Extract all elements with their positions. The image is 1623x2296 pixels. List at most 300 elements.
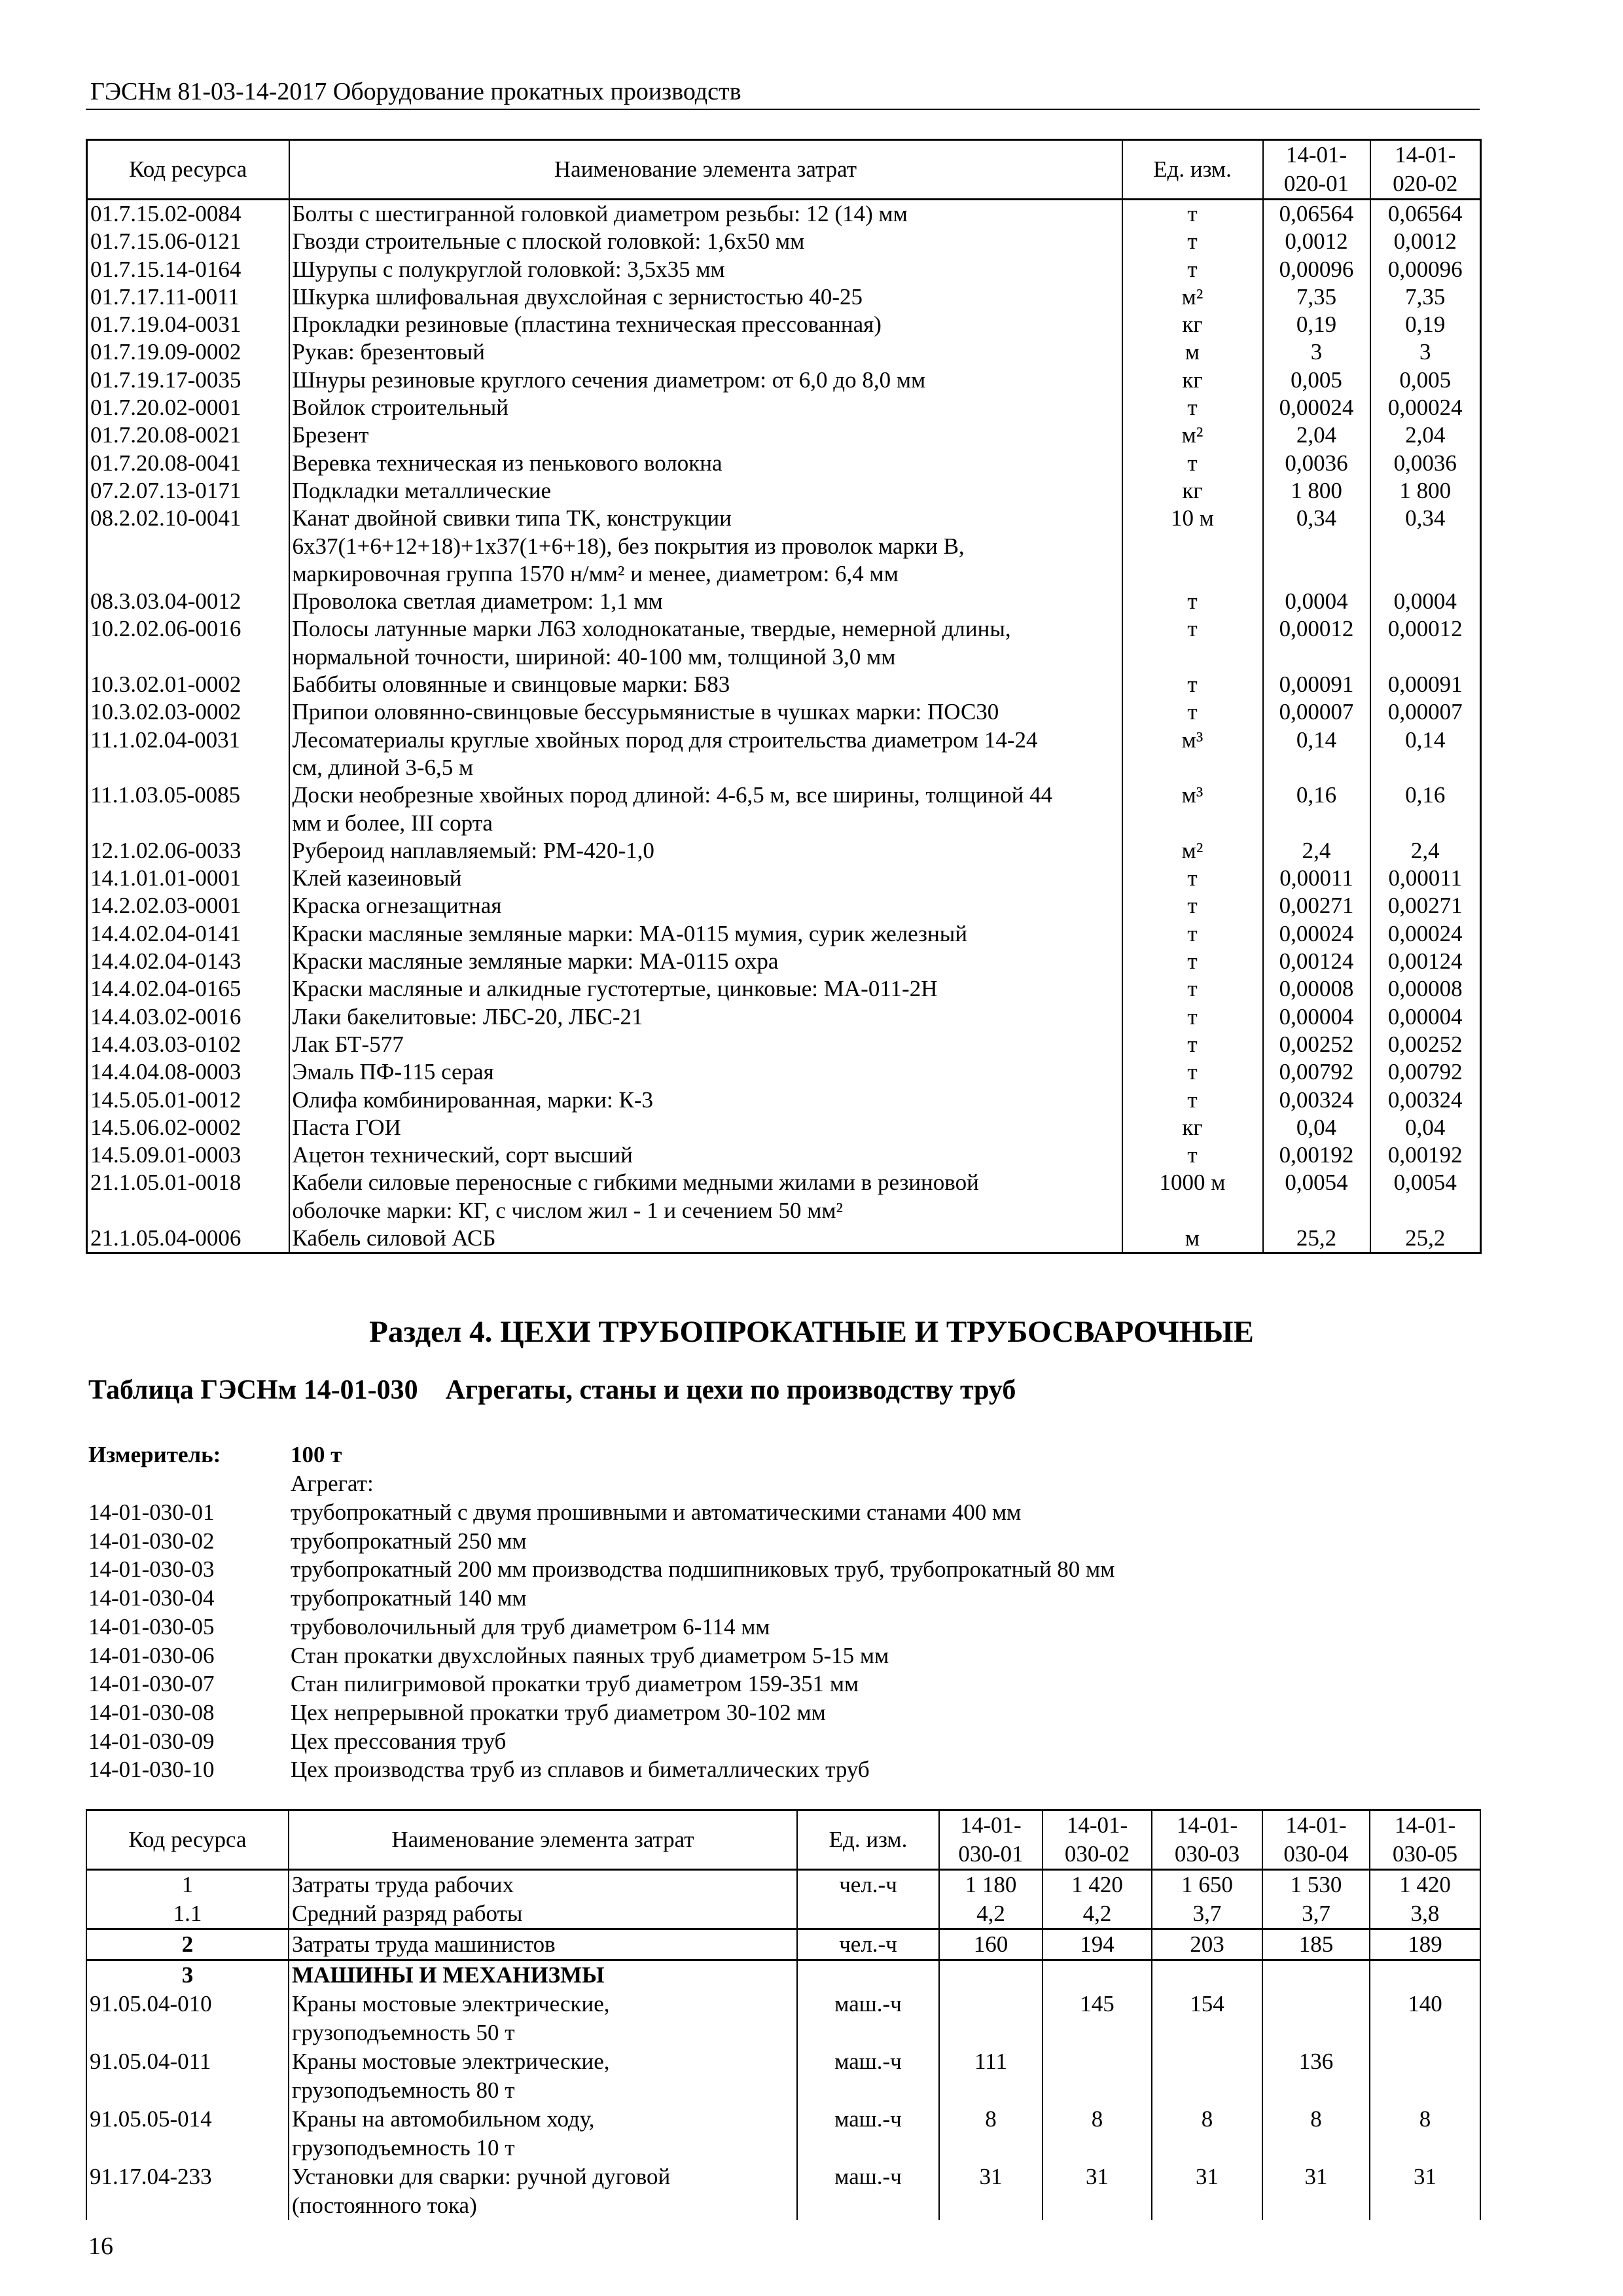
resource-code: 1.1 xyxy=(86,1899,289,1929)
cost-element-name: Рубероид наплавляемый: РМ-420-1,0 xyxy=(289,837,1122,865)
resource-code: 14.4.02.04-0165 xyxy=(87,975,289,1003)
cost-element-name: Рукав: брезентовый xyxy=(289,338,1122,366)
meter-item-description: Стан пилигримовой прокатки труб диаметром 159-351 мм xyxy=(291,1671,859,1697)
unit: т xyxy=(1122,256,1263,283)
cost-element-name: Лак БТ-577 xyxy=(289,1031,1122,1058)
table-row xyxy=(87,477,1481,505)
cost-element-name: Припои оловянно-свинцовые бессурьмянистые в чушках марки: ПОС30 xyxy=(289,698,1122,726)
cost-element-name: Затраты труда машинистов xyxy=(289,1929,797,1960)
cost-element-name: Шнуры резиновые круглого сечения диаметром: от 6,0 до 8,0 мм xyxy=(289,367,1122,394)
cost-element-name: Подкладки металлические xyxy=(289,477,1122,505)
col-header-3: 14-01- 030-01 xyxy=(939,1810,1043,1870)
value-020-02: 0,00271 xyxy=(1370,892,1481,920)
resource-code: 2 xyxy=(86,1929,289,1960)
cost-element-name: Полосы латунные марки Л63 холоднокатаные, твердые, немерной длины, нормальной точности, шириной: 40-100 мм, толщиной 3,0 мм xyxy=(289,615,1122,671)
meter-value: 100 т xyxy=(291,1442,342,1467)
table-row xyxy=(87,588,1481,615)
unit xyxy=(797,1960,939,1990)
unit: т xyxy=(1122,588,1263,615)
table-row xyxy=(87,367,1481,394)
cost-element-name: Болты с шестигранной головкой диаметром резьбы: 12 (14) мм xyxy=(289,200,1122,228)
value-020-02: 0,005 xyxy=(1370,367,1481,394)
value-020-01: 0,00004 xyxy=(1263,1003,1370,1031)
value-020-01: 0,00252 xyxy=(1263,1031,1370,1058)
meter-item xyxy=(88,1670,859,1698)
resource-code: 14.4.02.04-0143 xyxy=(87,948,289,975)
meter-item-description: трубопрокатный с двумя прошивными и автоматическими станами 400 мм xyxy=(291,1499,1022,1525)
value-030-05: 3,8 xyxy=(1370,1899,1480,1929)
col-header-1: Наименование элемента затрат xyxy=(289,1810,797,1870)
meter-item xyxy=(88,1527,527,1556)
table-row xyxy=(87,1086,1481,1114)
unit: т xyxy=(1122,892,1263,920)
cost-element-name: Краны мостовые электрические, грузоподъемность 50 т xyxy=(289,1990,797,2047)
value-020-01: 0,00012 xyxy=(1263,615,1370,671)
value-020-02: 0,00024 xyxy=(1370,920,1481,948)
unit: т xyxy=(1122,865,1263,892)
meter-group: Агрегат: xyxy=(291,1471,374,1496)
value-030-04 xyxy=(1262,1990,1370,2047)
cost-element-name: Шурупы с полукруглой головкой: 3,5х35 мм xyxy=(289,256,1122,283)
value-020-02: 0,00124 xyxy=(1370,948,1481,975)
meter-item xyxy=(88,1755,870,1784)
value-030-03 xyxy=(1152,1960,1262,1990)
table-row xyxy=(87,948,1481,975)
table-row xyxy=(87,726,1481,782)
cost-element-name: Доски необрезные хвойных пород длиной: 4-6,5 м, все ширины, толщиной 44 мм и более, III сорта xyxy=(289,781,1122,837)
value-030-03: 31 xyxy=(1152,2162,1262,2220)
meter-item xyxy=(88,1698,826,1727)
resource-code: 91.05.04-010 xyxy=(86,1990,289,2047)
value-020-01: 2,4 xyxy=(1263,837,1370,865)
meter-item-description: Цех прессования труб xyxy=(291,1728,507,1754)
table-row xyxy=(87,920,1481,948)
section-title: Раздел 4. ЦЕХИ ТРУБОПРОКАТНЫЕ И ТРУБОСВАРОЧНЫЕ xyxy=(369,1315,1254,1349)
unit: т xyxy=(1122,948,1263,975)
value-020-02: 0,00096 xyxy=(1370,256,1481,283)
table-row xyxy=(87,781,1481,837)
table-header-row xyxy=(86,1810,1480,1870)
unit: м² xyxy=(1122,422,1263,449)
value-020-02: 0,34 xyxy=(1370,505,1481,588)
cost-element-name: Краска огнезащитная xyxy=(289,892,1122,920)
cost-element-name: Краски масляные и алкидные густотертые, цинковые: МА-011-2Н xyxy=(289,975,1122,1003)
resource-code: 11.1.02.04-0031 xyxy=(87,726,289,782)
value-020-01: 0,00024 xyxy=(1263,920,1370,948)
col-header-4: 14-01- 030-02 xyxy=(1043,1810,1152,1870)
unit: т xyxy=(1122,615,1263,671)
unit: кг xyxy=(1122,311,1263,338)
cost-element-name: Проволока светлая диаметром: 1,1 мм xyxy=(289,588,1122,615)
meter-item-description: трубопрокатный 140 мм xyxy=(291,1585,527,1611)
resource-code: 01.7.20.08-0041 xyxy=(87,450,289,477)
value-020-02: 0,00091 xyxy=(1370,671,1481,698)
col-header-5: 14-01- 030-03 xyxy=(1152,1810,1262,1870)
value-030-02: 1 420 xyxy=(1043,1870,1152,1900)
col-header-7: 14-01- 030-05 xyxy=(1370,1810,1480,1870)
meter-item xyxy=(88,1613,770,1641)
meter-item xyxy=(88,1498,1021,1527)
table-row xyxy=(86,1899,1480,1929)
resource-code: 14.4.02.04-0141 xyxy=(87,920,289,948)
unit: 1000 м xyxy=(1122,1169,1263,1225)
resource-code: 21.1.05.01-0018 xyxy=(87,1169,289,1225)
meter-item-description: трубоволочильный для труб диаметром 6-114 мм xyxy=(291,1613,770,1640)
table-row xyxy=(87,1114,1481,1141)
value-020-01: 0,00096 xyxy=(1263,256,1370,283)
unit: т xyxy=(1122,1031,1263,1058)
resource-code: 01.7.19.09-0002 xyxy=(87,338,289,366)
resource-code: 21.1.05.04-0006 xyxy=(87,1225,289,1253)
value-030-02: 194 xyxy=(1043,1929,1152,1960)
value-030-01: 4,2 xyxy=(939,1899,1043,1929)
unit: т xyxy=(1122,698,1263,726)
cost-element-name: Ацетон технический, сорт высший xyxy=(289,1141,1122,1169)
col-header-6: 14-01- 030-04 xyxy=(1262,1810,1370,1870)
value-020-02: 0,19 xyxy=(1370,311,1481,338)
cost-element-name: Установки для сварки: ручной дуговой (постоянного тока) xyxy=(289,2162,797,2220)
value-030-02 xyxy=(1043,1960,1152,1990)
table-row xyxy=(87,1031,1481,1058)
table-row xyxy=(87,892,1481,920)
resource-code: 01.7.17.11-0011 xyxy=(87,283,289,311)
meter-item-code: 14-01-030-08 xyxy=(88,1699,215,1725)
meter-item-code: 14-01-030-05 xyxy=(88,1613,215,1640)
unit: чел.-ч xyxy=(797,1870,939,1900)
value-020-02: 0,00012 xyxy=(1370,615,1481,671)
table-title: Таблица ГЭСНм 14-01-030 Агрегаты, станы и цехи по производству труб xyxy=(88,1375,1016,1405)
resource-code: 01.7.20.08-0021 xyxy=(87,422,289,449)
col-header-0: Код ресурса xyxy=(86,1810,289,1870)
unit: чел.-ч xyxy=(797,1929,939,1960)
table-row xyxy=(87,671,1481,698)
unit: м³ xyxy=(1122,726,1263,782)
value-020-01: 0,34 xyxy=(1263,505,1370,588)
col-header-020-02: 14-01- 020-02 xyxy=(1370,140,1481,200)
value-020-01: 0,0036 xyxy=(1263,450,1370,477)
resource-code: 91.05.04-011 xyxy=(86,2047,289,2105)
value-020-01: 0,00007 xyxy=(1263,698,1370,726)
table-row xyxy=(86,1929,1480,1960)
value-020-01: 25,2 xyxy=(1263,1225,1370,1253)
cost-element-name: Краски масляные земляные марки: МА-0115 охра xyxy=(289,948,1122,975)
value-020-01: 0,00192 xyxy=(1263,1141,1370,1169)
value-030-04: 136 xyxy=(1262,2047,1370,2105)
value-020-02: 0,16 xyxy=(1370,781,1481,837)
table-row xyxy=(87,394,1481,422)
cost-element-name: Краны на автомобильном ходу, грузоподъемность 10 т xyxy=(289,2105,797,2162)
value-020-02: 0,00004 xyxy=(1370,1003,1481,1031)
cost-element-name: Олифа комбинированная, марки: К-3 xyxy=(289,1086,1122,1114)
unit: маш.-ч xyxy=(797,2162,939,2220)
unit xyxy=(797,1899,939,1929)
value-030-05: 8 xyxy=(1370,2105,1480,2162)
unit: м xyxy=(1122,338,1263,366)
table-row xyxy=(87,256,1481,283)
value-030-02: 4,2 xyxy=(1043,1899,1152,1929)
unit: т xyxy=(1122,200,1263,228)
value-030-03 xyxy=(1152,2047,1262,2105)
resource-code: 01.7.20.02-0001 xyxy=(87,394,289,422)
value-020-01: 0,16 xyxy=(1263,781,1370,837)
cost-element-name: Средний разряд работы xyxy=(289,1899,797,1929)
value-020-01: 0,00091 xyxy=(1263,671,1370,698)
value-030-03: 1 650 xyxy=(1152,1870,1262,1900)
table-row xyxy=(87,698,1481,726)
value-030-03: 8 xyxy=(1152,2105,1262,2162)
value-020-01: 0,0012 xyxy=(1263,228,1370,255)
cost-element-name: Паста ГОИ xyxy=(289,1114,1122,1141)
table-row xyxy=(87,1141,1481,1169)
value-030-04: 8 xyxy=(1262,2105,1370,2162)
value-030-04 xyxy=(1262,1960,1370,1990)
meter-item-code: 14-01-030-04 xyxy=(88,1585,215,1611)
value-020-01: 1 800 xyxy=(1263,477,1370,505)
value-020-02: 0,00007 xyxy=(1370,698,1481,726)
value-030-01: 1 180 xyxy=(939,1870,1043,1900)
col-header-2: Ед. изм. xyxy=(797,1810,939,1870)
meter-item-description: Стан прокатки двухслойных паяных труб диаметром 5-15 мм xyxy=(291,1642,889,1668)
cost-element-name: Войлок строительный xyxy=(289,394,1122,422)
value-020-01: 0,0004 xyxy=(1263,588,1370,615)
value-030-01 xyxy=(939,1960,1043,1990)
value-020-01: 0,00324 xyxy=(1263,1086,1370,1114)
table-row xyxy=(87,1225,1481,1253)
unit: м² xyxy=(1122,837,1263,865)
resource-code: 07.2.07.13-0171 xyxy=(87,477,289,505)
table-row xyxy=(87,311,1481,338)
meter-item-description: Цех производства труб из сплавов и биметаллических труб xyxy=(291,1757,870,1783)
value-020-01: 0,00271 xyxy=(1263,892,1370,920)
table-row xyxy=(87,422,1481,449)
value-020-02: 2,4 xyxy=(1370,837,1481,865)
value-030-02: 31 xyxy=(1043,2162,1152,2220)
value-020-02: 25,2 xyxy=(1370,1225,1481,1253)
value-030-01 xyxy=(939,1990,1043,2047)
resource-code: 14.1.01.01-0001 xyxy=(87,865,289,892)
table-row xyxy=(87,1169,1481,1225)
value-030-04: 31 xyxy=(1262,2162,1370,2220)
unit: маш.-ч xyxy=(797,2105,939,2162)
unit: кг xyxy=(1122,477,1263,505)
value-020-02: 0,00324 xyxy=(1370,1086,1481,1114)
table-row xyxy=(87,865,1481,892)
value-020-01: 3 xyxy=(1263,338,1370,366)
unit: т xyxy=(1122,1058,1263,1086)
table-header-row xyxy=(87,140,1481,200)
value-020-01: 0,00124 xyxy=(1263,948,1370,975)
table-row xyxy=(87,615,1481,671)
resource-code: 10.3.02.03-0002 xyxy=(87,698,289,726)
cost-element-name: Краски масляные земляные марки: МА-0115 мумия, сурик железный xyxy=(289,920,1122,948)
value-020-02: 0,00008 xyxy=(1370,975,1481,1003)
value-030-05 xyxy=(1370,1960,1480,1990)
value-030-05: 189 xyxy=(1370,1929,1480,1960)
value-020-01: 0,0054 xyxy=(1263,1169,1370,1225)
value-030-02: 8 xyxy=(1043,2105,1152,2162)
resource-code: 01.7.19.04-0031 xyxy=(87,311,289,338)
meter-item-code: 14-01-030-09 xyxy=(88,1728,215,1754)
cost-element-name: Шкурка шлифовальная двухслойная с зернистостью 40-25 xyxy=(289,283,1122,311)
col-header-code: Код ресурса xyxy=(87,140,289,200)
unit: м xyxy=(1122,1225,1263,1253)
col-header-name: Наименование элемента затрат xyxy=(289,140,1122,200)
cost-element-name: МАШИНЫ И МЕХАНИЗМЫ xyxy=(289,1960,797,1990)
value-020-02: 0,0036 xyxy=(1370,450,1481,477)
value-020-02: 1 800 xyxy=(1370,477,1481,505)
cost-element-name: Эмаль ПФ-115 серая xyxy=(289,1058,1122,1086)
unit: т xyxy=(1122,920,1263,948)
value-020-01: 0,00024 xyxy=(1263,394,1370,422)
unit: т xyxy=(1122,1086,1263,1114)
cost-element-name: Кабели силовые переносные с гибкими медными жилами в резиновой оболочке марки: КГ, с числом жил - 1 и сечением 50 мм² xyxy=(289,1169,1122,1225)
col-header-020-01: 14-01- 020-01 xyxy=(1263,140,1370,200)
value-020-02: 7,35 xyxy=(1370,283,1481,311)
col-header-unit: Ед. изм. xyxy=(1122,140,1263,200)
resource-code: 14.4.03.02-0016 xyxy=(87,1003,289,1031)
value-030-05 xyxy=(1370,2047,1480,2105)
value-020-01: 0,00792 xyxy=(1263,1058,1370,1086)
table-row xyxy=(87,450,1481,477)
value-020-02: 0,00792 xyxy=(1370,1058,1481,1086)
meter-item xyxy=(88,1641,889,1670)
meter-item xyxy=(88,1727,506,1756)
meter-item xyxy=(88,1584,527,1613)
table-row xyxy=(87,338,1481,366)
value-030-01: 111 xyxy=(939,2047,1043,2105)
table-row xyxy=(86,1960,1480,1990)
resource-code: 08.3.03.04-0012 xyxy=(87,588,289,615)
cost-element-name: Гвозди строительные с плоской головкой: 1,6х50 мм xyxy=(289,228,1122,255)
value-020-02: 0,0054 xyxy=(1370,1169,1481,1225)
meter-item-code: 14-01-030-06 xyxy=(88,1642,215,1668)
meter-item-description: трубопрокатный 200 мм производства подшипниковых труб, трубопрокатный 80 мм xyxy=(291,1556,1115,1583)
table-row xyxy=(87,1003,1481,1031)
table-row xyxy=(86,2047,1480,2105)
resource-code: 10.2.02.06-0016 xyxy=(87,615,289,671)
table-row xyxy=(87,200,1481,228)
value-020-02: 0,0012 xyxy=(1370,228,1481,255)
value-020-02: 0,00011 xyxy=(1370,865,1481,892)
value-030-02: 145 xyxy=(1043,1990,1152,2047)
cost-element-name: Брезент xyxy=(289,422,1122,449)
value-030-02 xyxy=(1043,2047,1152,2105)
value-020-02: 0,0004 xyxy=(1370,588,1481,615)
resource-code: 10.3.02.01-0002 xyxy=(87,671,289,698)
header-rule xyxy=(86,109,1480,110)
value-020-01: 0,005 xyxy=(1263,367,1370,394)
meter-item xyxy=(88,1555,1115,1584)
value-030-01: 31 xyxy=(939,2162,1043,2220)
table-row xyxy=(86,1990,1480,2047)
resource-code: 11.1.03.05-0085 xyxy=(87,781,289,837)
resource-code: 14.4.03.03-0102 xyxy=(87,1031,289,1058)
unit: м² xyxy=(1122,283,1263,311)
value-020-02: 0,00252 xyxy=(1370,1031,1481,1058)
table-row xyxy=(87,1058,1481,1086)
value-030-05: 31 xyxy=(1370,2162,1480,2220)
value-020-02: 0,04 xyxy=(1370,1114,1481,1141)
cost-element-name: Веревка техническая из пенькового волокна xyxy=(289,450,1122,477)
value-020-01: 0,19 xyxy=(1263,311,1370,338)
value-020-01: 0,00008 xyxy=(1263,975,1370,1003)
table-row xyxy=(87,975,1481,1003)
meter-group-row xyxy=(88,1469,374,1498)
unit: кг xyxy=(1122,1114,1263,1141)
cost-element-name: Лаки бакелитовые: ЛБС-20, ЛБС-21 xyxy=(289,1003,1122,1031)
value-020-02: 0,06564 xyxy=(1370,200,1481,228)
cost-element-name: Лесоматериалы круглые хвойных пород для строительства диаметром 14-24 см, длиной 3-6,5 м xyxy=(289,726,1122,782)
resource-code: 01.7.15.02-0084 xyxy=(87,200,289,228)
value-030-05: 1 420 xyxy=(1370,1870,1480,1900)
meter-item-description: Цех непрерывной прокатки труб диаметром 30-102 мм xyxy=(291,1699,826,1725)
unit: т xyxy=(1122,1003,1263,1031)
table-row xyxy=(87,837,1481,865)
value-020-02: 0,00024 xyxy=(1370,394,1481,422)
value-020-01: 0,06564 xyxy=(1263,200,1370,228)
value-020-01: 0,04 xyxy=(1263,1114,1370,1141)
value-020-02: 2,04 xyxy=(1370,422,1481,449)
resource-code: 91.17.04-233 xyxy=(86,2162,289,2220)
value-020-02: 0,00192 xyxy=(1370,1141,1481,1169)
unit: маш.-ч xyxy=(797,1990,939,2047)
meter-item-description: трубопрокатный 250 мм xyxy=(291,1528,527,1554)
table-row xyxy=(87,228,1481,255)
resource-code: 91.05.05-014 xyxy=(86,2105,289,2162)
resource-code: 14.5.05.01-0012 xyxy=(87,1086,289,1114)
meter-item-code: 14-01-030-10 xyxy=(88,1757,215,1783)
resource-code: 14.5.09.01-0003 xyxy=(87,1141,289,1169)
meter-item-code: 14-01-030-01 xyxy=(88,1499,215,1525)
cost-element-name: Прокладки резиновые (пластина техническая прессованная) xyxy=(289,311,1122,338)
unit: т xyxy=(1122,1141,1263,1169)
resource-code: 14.4.04.08-0003 xyxy=(87,1058,289,1086)
unit: т xyxy=(1122,228,1263,255)
cost-element-name: Затраты труда рабочих xyxy=(289,1870,797,1900)
unit: т xyxy=(1122,975,1263,1003)
resource-code: 14.2.02.03-0001 xyxy=(87,892,289,920)
resource-code: 12.1.02.06-0033 xyxy=(87,837,289,865)
resource-code: 01.7.15.14-0164 xyxy=(87,256,289,283)
resource-code: 3 xyxy=(86,1960,289,1990)
unit: т xyxy=(1122,671,1263,698)
unit: м³ xyxy=(1122,781,1263,837)
value-020-02: 0,14 xyxy=(1370,726,1481,782)
resource-code: 01.7.19.17-0035 xyxy=(87,367,289,394)
unit: т xyxy=(1122,394,1263,422)
value-030-01: 160 xyxy=(939,1929,1043,1960)
meter-row xyxy=(88,1441,342,1469)
value-030-03: 203 xyxy=(1152,1929,1262,1960)
resource-code: 1 xyxy=(86,1870,289,1900)
unit: т xyxy=(1122,450,1263,477)
value-030-04: 185 xyxy=(1262,1929,1370,1960)
resources-table-020 xyxy=(86,139,1482,1254)
running-header: ГЭСНм 81-03-14-2017 Оборудование прокатных производств xyxy=(90,78,741,105)
cost-element-name: Канат двойной свивки типа ТК, конструкции 6x37(1+6+12+18)+1x37(1+6+18), без покрытия из проволок марки В, маркировочная группа 1570 н/мм² и менее, диаметром: 6,4 мм xyxy=(289,505,1122,588)
resource-code: 08.2.02.10-0041 xyxy=(87,505,289,588)
value-020-01: 0,14 xyxy=(1263,726,1370,782)
meter-item-code: 14-01-030-02 xyxy=(88,1528,215,1554)
value-020-01: 0,00011 xyxy=(1263,865,1370,892)
value-030-03: 3,7 xyxy=(1152,1899,1262,1929)
value-020-01: 7,35 xyxy=(1263,283,1370,311)
unit: маш.-ч xyxy=(797,2047,939,2105)
table-row xyxy=(87,505,1481,588)
value-030-04: 1 530 xyxy=(1262,1870,1370,1900)
resources-table-030 xyxy=(86,1809,1481,2220)
resource-code: 01.7.15.06-0121 xyxy=(87,228,289,255)
